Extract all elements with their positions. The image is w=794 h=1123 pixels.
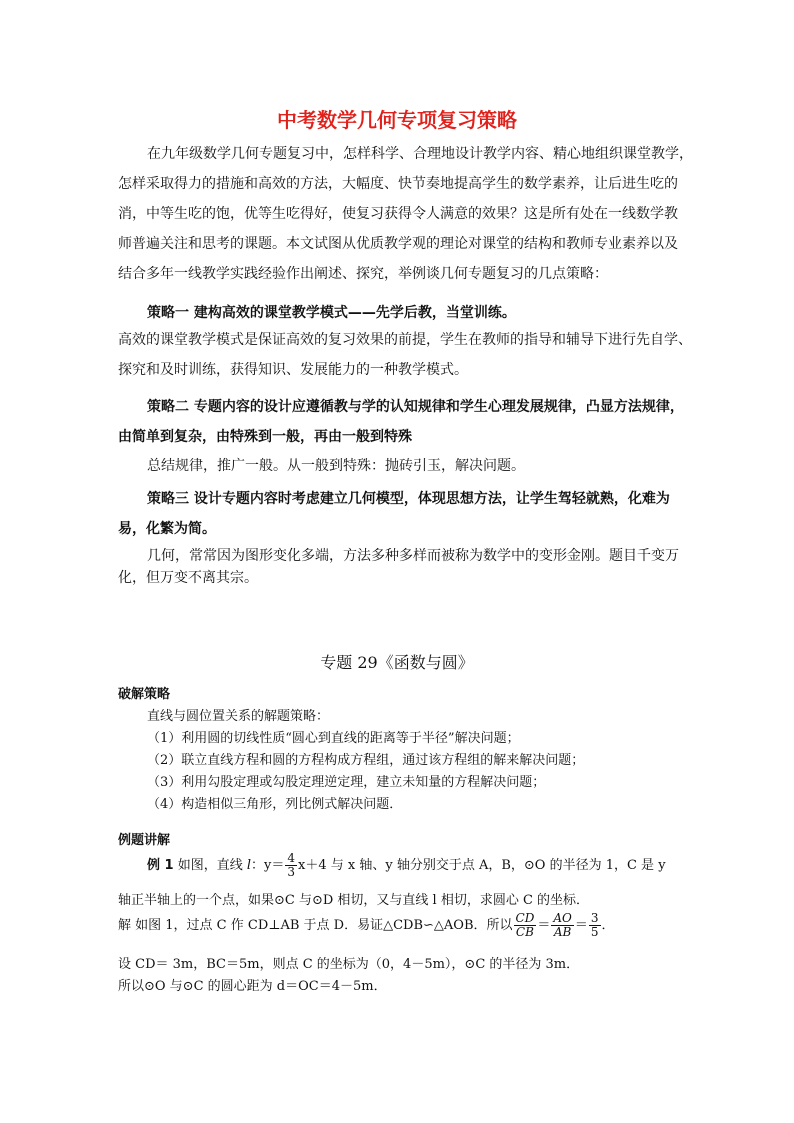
intro-line: 师普遍关注和思考的课题。本文试图从优质教学观的理论对课堂的结构和教师专业素养以及 [118, 236, 678, 252]
fraction-denominator: AB [553, 925, 572, 939]
intro-line: 怎样采取得力的措施和高效的方法，大幅度、快节奏地提高学生的数学素养，让后进生吃的 [118, 176, 678, 192]
example1-text: 如图，直线 [173, 858, 247, 873]
example1-text: ：y＝ [251, 858, 285, 873]
line-l-label: l [246, 858, 252, 873]
solution-line2: 设 CD＝ 3m，BC＝5m，则点 C 的坐标为（0，4－5m），⊙C 的半径为 3m． [118, 957, 580, 972]
solution-text: ． [601, 918, 615, 933]
page-title: 中考数学几何专项复习策略 [277, 108, 517, 132]
example1-text: x＋4 与 x 轴、y 轴分别交于点 A，B，⊙O 的半径为 1，C 是 y [298, 858, 666, 873]
equals-sign: ＝ [537, 918, 551, 933]
solution-line3: 所以⊙O 与⊙C 的圆心距为 d＝OC＝4－5m． [118, 979, 387, 994]
strategy-item: （1）利用圆的切线性质“圆心到直线的距离等于半径”解决问题； [147, 731, 520, 746]
strategy2-heading: 策略二 专题内容的设计应遵循教与学的认知规律和学生心理发展规律，凸显方法规律， [147, 399, 684, 415]
solution-line1 [118, 912, 615, 939]
fraction-numerator: CD [515, 911, 535, 925]
fraction-denominator: CB [515, 925, 534, 939]
example1-label: 例 1 [147, 858, 174, 873]
intro-line: 消，中等生吃的饱，优等生吃得好，使复习获得令人满意的效果？这是所有处在一线数学教 [118, 206, 678, 222]
equals-sign: ＝ [574, 918, 588, 933]
example-section-heading: 例题讲解 [118, 833, 171, 848]
strategy-item: （2）联立直线方程和圆的方程构成方程组，通过该方程组的解来解决问题； [147, 753, 585, 768]
fraction-denominator: 5 [590, 925, 599, 939]
intro-line: 在九年级数学几何专题复习中，怎样科学、合理地设计教学内容、精心地组织课堂教学， [147, 146, 693, 162]
strategy2-heading: 由简单到复杂，由特殊到一般，再由一般到特殊 [118, 429, 412, 445]
fraction [285, 852, 297, 879]
intro-line: 结合多年一线教学实践经验作出阐述、探究，举例谈几何专题复习的几点策略： [118, 266, 608, 282]
strategy1-body: 探究和及时训练，获得知识、发展能力的一种教学模式。 [118, 362, 468, 378]
fraction-denominator: 3 [287, 865, 296, 879]
strategy3-heading: 策略三 设计专题内容时考虑建立几何模型，体现思想方法，让学生驾轻就熟，化难为 [147, 491, 670, 507]
strategy-item: （4）构造相似三角形，列比例式解决问题． [147, 797, 403, 812]
example1-line2: 轴正半轴上的一个点，如果⊙C 与⊙D 相切，又与直线 l 相切，求圆心 C 的坐标． [118, 893, 590, 908]
fraction [514, 912, 537, 939]
strategy3-body: 几何，常常因为图形变化多端，方法多种多样而被称为数学中的变形金刚。题目千变万 [147, 548, 679, 564]
example1-line1 [147, 852, 666, 879]
strategy3-body: 化，但万变不离其宗。 [118, 570, 258, 586]
topic-title: 专题 29《函数与圆》 [320, 653, 474, 672]
strategy3-heading: 易，化繁为简。 [118, 521, 216, 537]
strategy2-body: 总结规律，推广一般。从一般到特殊：抛砖引玉，解决问题。 [147, 458, 525, 474]
fraction-numerator: AO [553, 911, 572, 925]
strategy-section-heading: 破解策略 [118, 687, 171, 702]
fraction-numerator: 4 [287, 851, 296, 865]
solution-text: 解 如图 1，过点 C 作 CD⊥AB 于点 D．易证△CDB∽△AOB．所以 [118, 918, 513, 933]
fraction [551, 912, 574, 939]
strategy-intro: 直线与圆位置关系的解题策略： [147, 709, 330, 724]
fraction [589, 912, 601, 939]
fraction-numerator: 3 [590, 911, 599, 925]
strategy1-body: 高效的课堂教学模式是保证高效的复习效果的前提，学生在教师的指导和辅导下进行先自学、 [118, 332, 692, 348]
strategy1-heading: 策略一 建构高效的课堂教学模式——先学后教，当堂训练。 [147, 305, 516, 321]
strategy-item: （3）利用勾股定理或勾股定理逆定理，建立未知量的方程解决问题； [147, 775, 546, 790]
